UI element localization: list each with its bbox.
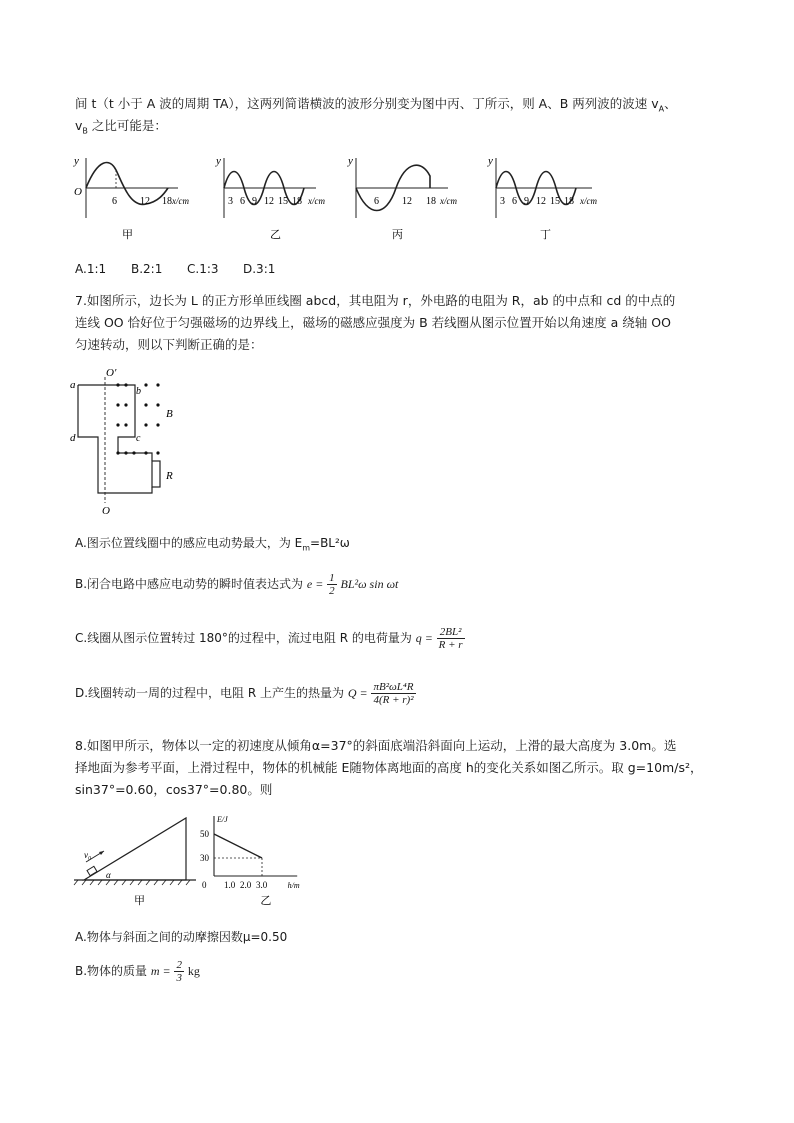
wave-caption: 甲 (122, 229, 133, 241)
q7-option-a-sub: m (302, 543, 311, 553)
q7-option-c-fraction (437, 626, 465, 651)
y-axis-label: E/J (217, 815, 228, 824)
intro-end: 、 (664, 96, 677, 111)
q6-option-d: D.3:1 (243, 262, 276, 276)
wave-x-label: x/cm (172, 196, 189, 206)
energy-chart (200, 812, 330, 912)
q7-option-a-text: A.图示位置线圈中的感应电动势最大，为 E (75, 536, 303, 550)
tick-label: 9 (524, 196, 529, 207)
q7-option-d (75, 680, 416, 706)
q7-option-a-end: =BL²ω (310, 536, 350, 550)
x-tick-label: 2.0 (240, 880, 252, 890)
wave-x-label: x/cm (440, 196, 457, 206)
wave-caption: 乙 (270, 229, 281, 241)
fraction-denominator: 3 (176, 972, 182, 984)
tick-label: 18 (426, 196, 436, 207)
coil-label-r: R (166, 470, 173, 482)
q7-option-b-rhs: BL²ω sin ωt (340, 577, 399, 591)
tick-label: 18 (564, 196, 574, 207)
q7-line-1: 7.如图所示，边长为 L 的正方形单匝线圈 abcd，其电阻为 r，外电路的电阻为 R，ab 的中点和 cd 的中点的 (75, 293, 676, 308)
incline-figure (72, 812, 202, 912)
q6-option-a: A.1:1 (75, 262, 107, 276)
fraction-denominator: 2 (329, 585, 335, 597)
intro-sub-a: A (658, 104, 665, 114)
coil-label-o-bottom: O (102, 505, 110, 515)
series-line (214, 834, 262, 858)
q7-line-3: 匀速转动，则以下判断正确的是： (75, 337, 263, 352)
y-tick-label: 30 (200, 853, 209, 863)
wave-y-label: y (488, 155, 493, 167)
wave-y-label: y (216, 155, 221, 167)
coil-label-d: d (70, 432, 76, 444)
tick-label: 9 (252, 196, 257, 207)
fraction-denominator: R + r (438, 639, 463, 651)
q7-option-b-text: B.闭合电路中感应电动势的瞬时值表达式为 (75, 577, 304, 591)
tick-label: 12 (536, 196, 546, 207)
q7-option-a (75, 535, 350, 556)
q8-option-b-unit: kg (187, 964, 200, 978)
coil-label-b-field: B (166, 408, 173, 420)
q8-option-b-fraction (174, 959, 184, 984)
q8-option-b-lhs: m = (150, 964, 171, 978)
tick-label: 12 (402, 196, 412, 207)
intro-sub-b: B (82, 126, 88, 136)
incline-alpha: α (106, 870, 111, 880)
intro-v: v (75, 118, 83, 133)
wave-panel-ding (487, 155, 597, 241)
wave-origin: O (74, 186, 82, 198)
tick-label: 6 (512, 196, 517, 207)
q7-option-b-fraction (327, 572, 337, 597)
fraction-numerator: 2BL² (437, 626, 465, 639)
tick-label: 6 (112, 196, 117, 207)
q6-options (75, 261, 275, 277)
tick-label: 3 (500, 196, 505, 207)
incline-v0: v₀ (84, 850, 92, 860)
coil-label-b: b (136, 386, 141, 397)
x-tick-label: 0 (202, 880, 207, 890)
tick-label: 15 (550, 196, 560, 207)
y-tick-label: 50 (200, 829, 209, 839)
fraction-numerator: 2 (176, 959, 182, 971)
intro-line-1 (75, 96, 677, 118)
q8-line-2: 择地面为参考平面，上滑过程中，物体的机械能 E随物体离地面的高度 h的变化关系如图乙所示。取 g=10m/s²， (75, 760, 703, 775)
chart-caption: 乙 (260, 895, 272, 907)
coil-label-a: a (70, 379, 76, 391)
coil-label-o-top: O′ (106, 367, 117, 379)
coil-label-c: c (136, 433, 141, 444)
tick-label: 12 (264, 196, 274, 207)
incline-caption: 甲 (134, 895, 145, 907)
q8-option-b-text: B.物体的质量 (75, 964, 148, 978)
q7-option-c (75, 625, 465, 651)
q8-line-1: 8.如图甲所示，物体以一定的初速度从倾角α=37°的斜面底端沿斜面向上运动，上滑的最大高度为 3.0m。选 (75, 738, 677, 753)
x-tick-label: 3.0 (256, 880, 268, 890)
q7-option-d-lhs: Q = (347, 686, 368, 700)
intro-text-2: 之比可能是： (87, 118, 167, 133)
tick-label: 6 (240, 196, 245, 207)
wave-y-label: y (348, 155, 353, 167)
tick-label: 6 (374, 196, 379, 207)
tick-label: 18 (162, 196, 172, 207)
intro-line-2 (75, 118, 167, 140)
tick-label: 3 (228, 196, 233, 207)
q8-option-a: A.物体与斜面之间的动摩擦因数μ=0.50 (75, 930, 288, 944)
q7-option-c-lhs: q = (415, 631, 433, 645)
q6-option-b: B.2:1 (131, 262, 163, 276)
wave-panel-jia (73, 155, 189, 241)
wave-x-label: x/cm (580, 196, 597, 206)
q7-option-c-text: C.线圈从图示位置转过 180°的过程中，流过电阻 R 的电荷量为 (75, 631, 412, 645)
fraction-numerator: πB²ωL⁴R (371, 681, 415, 694)
wave-y-label: y (74, 155, 79, 167)
q7-option-b-lhs: e = (306, 577, 324, 591)
coil-figure (68, 365, 198, 515)
wave-caption: 丁 (540, 229, 551, 241)
q7-line-2: 连线 OO 恰好位于匀强磁场的边界线上，磁场的磁感应强度为 B 若线圈从图示位置开始以角速度 a 绕轴 OO (75, 315, 671, 330)
wave-caption: 丙 (392, 229, 403, 241)
wave-x-label: x/cm (308, 196, 325, 206)
tick-label: 18 (292, 196, 302, 207)
intro-text-1: 间 t（t 小于 A 波的周期 TA），这两列简谐横波的波形分别变为图中丙、丁所示，则 A、B 两列波的波速 v (75, 96, 659, 111)
x-tick-label: 1.0 (224, 880, 236, 890)
tick-label: 15 (278, 196, 288, 207)
q8-option-b (75, 958, 200, 984)
q7-option-d-fraction (371, 681, 415, 706)
q8-line-3: sin37°=0.60，cos37°=0.80。则 (75, 782, 273, 797)
wave-panel-yi (215, 155, 325, 241)
wave-panel-bing (347, 155, 457, 241)
tick-label: 12 (140, 196, 150, 207)
fraction-denominator: 4(R + r)² (373, 694, 414, 706)
q6-option-c: C.1:3 (187, 262, 219, 276)
q7-option-b (75, 571, 398, 597)
q7-option-d-text: D.线圈转动一周的过程中，电阻 R 上产生的热量为 (75, 686, 345, 700)
fraction-numerator: 1 (329, 572, 335, 584)
x-axis-label: h/m (287, 881, 300, 890)
wave-figure (70, 148, 610, 248)
